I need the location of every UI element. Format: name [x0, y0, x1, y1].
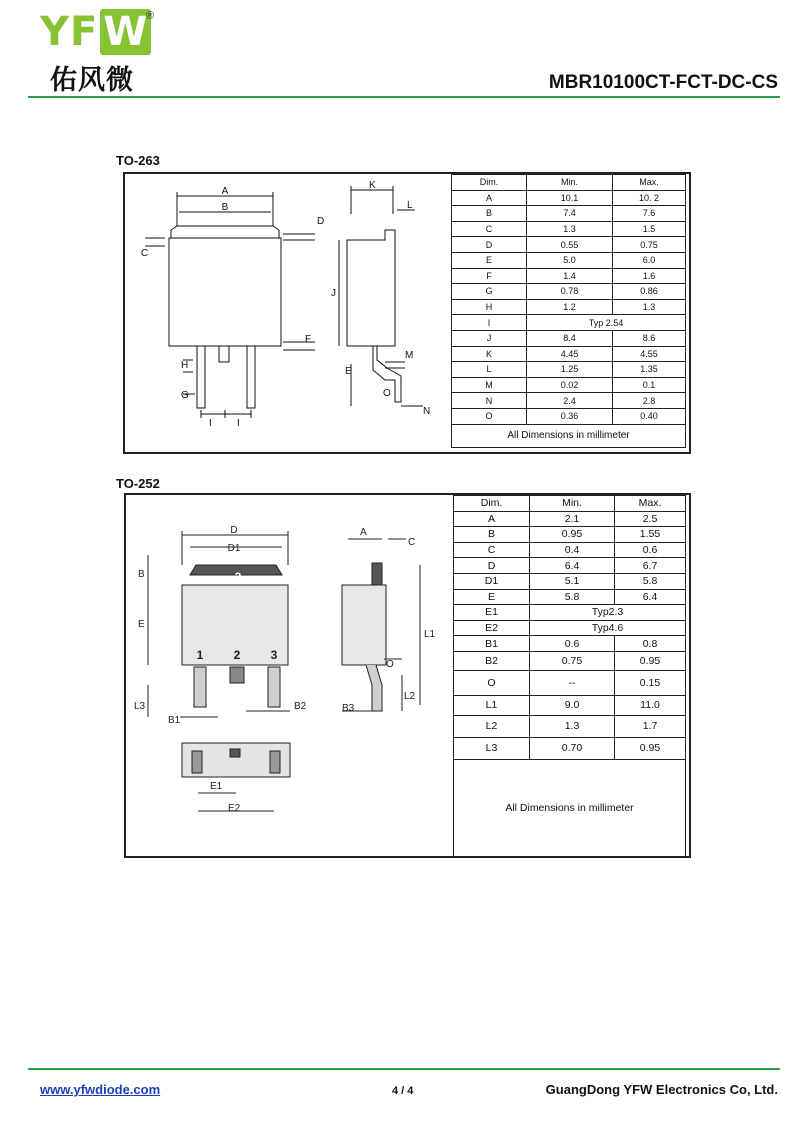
table-header-row	[454, 496, 686, 512]
footer-rule	[28, 1068, 780, 1070]
cell-dim: O	[454, 670, 530, 695]
cell-dim: K	[452, 346, 527, 362]
cell-max: 4.55	[613, 346, 686, 362]
page-number: 4 / 4	[392, 1085, 414, 1097]
to263-label-b: B	[221, 202, 229, 213]
table-row	[454, 558, 686, 574]
cell-min: 0.70	[530, 737, 615, 759]
table-row	[454, 737, 686, 759]
to252-body-side	[342, 585, 386, 665]
to252-label-l1: L1	[424, 629, 436, 640]
to252-lead-3	[268, 667, 280, 707]
cell-min: 4.45	[527, 346, 613, 362]
cell-max: 0.8	[615, 636, 686, 652]
table-row	[452, 252, 686, 268]
cell-dim: E1	[454, 605, 530, 621]
table-row	[452, 237, 686, 253]
cell-min: 0.75	[530, 651, 615, 670]
cell-max: 7.6	[613, 206, 686, 222]
to263-title: TO-263	[116, 153, 160, 168]
table-row	[454, 695, 686, 715]
header-dim: Dim.	[452, 175, 527, 191]
to252-bottom-pad-2	[230, 749, 240, 757]
to263-label-m: M	[405, 350, 414, 361]
cell-dim: B	[452, 206, 527, 222]
table-row	[452, 299, 686, 315]
to263-label-e: E	[345, 366, 352, 377]
table-note-row	[452, 424, 686, 447]
to252-lead-2	[230, 667, 244, 683]
to252-label-b2: B2	[294, 701, 307, 712]
cell-dim: E	[454, 589, 530, 605]
cell-min: 0.36	[527, 408, 613, 424]
cell-typical: Typ 2.54	[527, 315, 686, 331]
table-row	[452, 330, 686, 346]
table-row	[452, 206, 686, 222]
to252-note: All Dimensions in millimeter	[454, 759, 686, 856]
to252-label-l2: L2	[404, 691, 416, 702]
cell-dim: D	[452, 237, 527, 253]
cell-dim: N	[452, 393, 527, 409]
table-row	[452, 268, 686, 284]
to252-label-l3: L3	[134, 701, 146, 712]
to263-note: All Dimensions in millimeter	[452, 424, 686, 447]
table-row	[452, 284, 686, 300]
cell-min: 1.3	[527, 221, 613, 237]
table-row	[454, 715, 686, 737]
cell-typical: Typ4.6	[530, 620, 686, 636]
to263-label-f: F	[305, 334, 312, 345]
cell-dim: C	[454, 542, 530, 558]
table-header-row	[452, 175, 686, 191]
table-row	[454, 620, 686, 636]
cell-max: 1.7	[615, 715, 686, 737]
table-row	[454, 542, 686, 558]
table-row	[454, 527, 686, 543]
cell-max: 6.7	[615, 558, 686, 574]
table-row	[452, 221, 686, 237]
cell-max: 1.5	[613, 221, 686, 237]
cell-dim: F	[452, 268, 527, 284]
table-row	[452, 190, 686, 206]
cell-max: 0.40	[613, 408, 686, 424]
to252-lead-1	[194, 667, 206, 707]
to252-label-e2: E2	[228, 803, 241, 814]
cell-min: 1.3	[530, 715, 615, 737]
cell-typical: Typ2.3	[530, 605, 686, 621]
header-max: Max.	[615, 496, 686, 512]
cell-dim: A	[454, 511, 530, 527]
cell-dim: L1	[454, 695, 530, 715]
to252-label-tab: 2	[234, 570, 242, 584]
cell-dim: L3	[454, 737, 530, 759]
company-name: GuangDong YFW Electronics Co, Ltd.	[545, 1082, 778, 1097]
cell-dim: M	[452, 377, 527, 393]
to252-label-b: B	[138, 569, 145, 580]
table-row	[452, 393, 686, 409]
cell-max: 0.75	[613, 237, 686, 253]
to263-body-front	[169, 238, 281, 346]
to252-label-e: E	[138, 619, 145, 630]
to263-label-g: G	[181, 390, 189, 401]
cell-max: 0.95	[615, 737, 686, 759]
to263-label-i1: I	[209, 418, 212, 429]
to263-lead-left	[197, 346, 205, 408]
to252-title: TO-252	[116, 476, 160, 491]
cell-min: 1.2	[527, 299, 613, 315]
cell-dim: B2	[454, 651, 530, 670]
cell-min: 0.55	[527, 237, 613, 253]
cell-min: 2.4	[527, 393, 613, 409]
table-row	[454, 651, 686, 670]
to263-label-k: K	[369, 180, 376, 191]
table-row	[452, 346, 686, 362]
table-row	[454, 589, 686, 605]
cell-max: 5.8	[615, 573, 686, 589]
table-row	[452, 377, 686, 393]
to252-dimension-table	[453, 495, 686, 857]
to263-label-o: O	[383, 388, 391, 399]
header-dim: Dim.	[454, 496, 530, 512]
to252-bottom-pad-3	[270, 751, 280, 773]
cell-dim: E	[452, 252, 527, 268]
to252-bottom-pad-1	[192, 751, 202, 773]
to263-lead-right	[247, 346, 255, 408]
website-link[interactable]: www.yfwdiode.com	[40, 1082, 161, 1097]
company-logo: YF W	[40, 12, 151, 52]
table-row	[454, 511, 686, 527]
cell-max: 0.6	[615, 542, 686, 558]
registered-mark: ®	[146, 10, 155, 22]
cell-dim: B1	[454, 636, 530, 652]
cell-max: 8.6	[613, 330, 686, 346]
cell-min: 5.8	[530, 589, 615, 605]
to252-label-d: D	[230, 525, 238, 536]
to252-label-b3: B3	[342, 703, 355, 714]
to263-label-a: A	[221, 186, 229, 197]
cell-min: 0.02	[527, 377, 613, 393]
to263-body-side	[347, 230, 395, 346]
to263-dimension-table	[451, 174, 686, 448]
cell-dim: I	[452, 315, 527, 331]
cell-max: 0.15	[615, 670, 686, 695]
cell-dim: J	[452, 330, 527, 346]
to252-side-tab	[372, 563, 382, 585]
cell-min: 5.0	[527, 252, 613, 268]
table-row	[454, 605, 686, 621]
cell-min: 6.4	[530, 558, 615, 574]
cell-min: 0.95	[530, 527, 615, 543]
to263-label-c: C	[141, 248, 149, 259]
to263-label-j: J	[331, 288, 336, 299]
header-rule	[28, 96, 780, 98]
to252-label-c: C	[408, 537, 416, 548]
cell-dim: B	[454, 527, 530, 543]
table-row	[452, 408, 686, 424]
to252-side-lead	[354, 665, 382, 711]
to263-label-n: N	[423, 406, 431, 417]
cell-max: 11.0	[615, 695, 686, 715]
cell-max: 10. 2	[613, 190, 686, 206]
to263-label-h: H	[181, 360, 189, 371]
table-row	[454, 573, 686, 589]
cell-max: 1.35	[613, 362, 686, 378]
cell-min: 10.1	[527, 190, 613, 206]
to252-label-o: O	[386, 659, 394, 670]
table-row	[452, 315, 686, 331]
company-name-chinese: 佑风微	[50, 65, 134, 96]
cell-max: 0.1	[613, 377, 686, 393]
cell-max: 6.4	[615, 589, 686, 605]
cell-dim: O	[452, 408, 527, 424]
cell-min: 9.0	[530, 695, 615, 715]
table-row	[454, 670, 686, 695]
cell-dim: D1	[454, 573, 530, 589]
cell-max: 0.86	[613, 284, 686, 300]
cell-min: --	[530, 670, 615, 695]
cell-max: 1.6	[613, 268, 686, 284]
cell-max: 6.0	[613, 252, 686, 268]
cell-dim: L2	[454, 715, 530, 737]
header-min: Min.	[527, 175, 613, 191]
cell-min: 0.6	[530, 636, 615, 652]
to252-drawing	[126, 495, 452, 854]
table-note-row	[454, 759, 686, 856]
cell-dim: G	[452, 284, 527, 300]
cell-dim: L	[452, 362, 527, 378]
to263-drawing	[125, 174, 451, 450]
header-max: Max.	[613, 175, 686, 191]
cell-max: 1.55	[615, 527, 686, 543]
cell-min: 2.1	[530, 511, 615, 527]
cell-max: 0.95	[615, 651, 686, 670]
table-row	[452, 362, 686, 378]
to263-label-i2: I	[237, 418, 240, 429]
to252-label-pin3: 3	[270, 648, 278, 662]
cell-dim: A	[452, 190, 527, 206]
cell-max: 2.8	[613, 393, 686, 409]
cell-min: 0.78	[527, 284, 613, 300]
to263-label-l: L	[407, 200, 413, 211]
document-title: MBR10100CT-FCT-DC-CS	[548, 72, 778, 93]
cell-dim: H	[452, 299, 527, 315]
to252-label-e1: E1	[210, 781, 223, 792]
cell-min: 7.4	[527, 206, 613, 222]
to252-label-pin1: 1	[196, 648, 204, 662]
to252-label-a: A	[360, 527, 367, 538]
header-min: Min.	[530, 496, 615, 512]
cell-dim: C	[452, 221, 527, 237]
table-row	[454, 636, 686, 652]
cell-min: 5.1	[530, 573, 615, 589]
cell-min: 1.25	[527, 362, 613, 378]
to263-tab-top	[171, 226, 279, 238]
cell-dim: D	[454, 558, 530, 574]
cell-max: 1.3	[613, 299, 686, 315]
to263-center-stub	[219, 346, 229, 362]
to263-label-d: D	[317, 216, 325, 227]
cell-dim: E2	[454, 620, 530, 636]
to252-label-pin2: 2	[233, 648, 241, 662]
to252-label-b1: B1	[168, 715, 181, 726]
cell-min: 1.4	[527, 268, 613, 284]
cell-min: 8.4	[527, 330, 613, 346]
to252-label-d1: D1	[227, 543, 241, 554]
cell-min: 0.4	[530, 542, 615, 558]
cell-max: 2.5	[615, 511, 686, 527]
